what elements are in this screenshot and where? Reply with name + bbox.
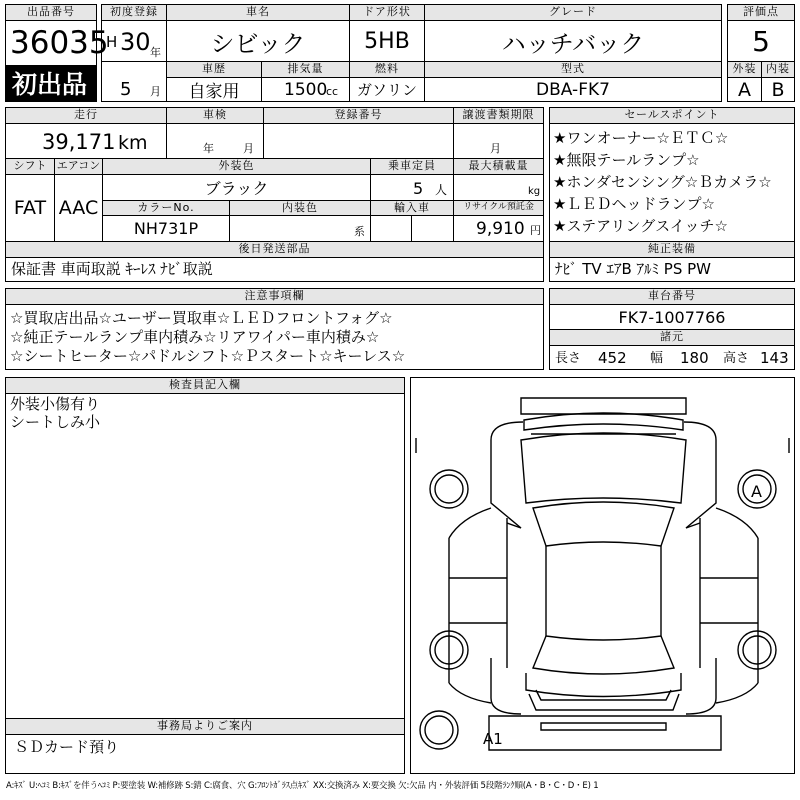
- lot-number-box: [5, 20, 109, 66]
- plate-box: [263, 123, 454, 159]
- inspector-line: シートしみ小: [10, 413, 101, 431]
- later-parts: 保証書 車両取説 ｷｰﾚｽ ﾅﾋﾞ取説: [11, 260, 213, 278]
- reg-year-box: H 30 年: [101, 20, 167, 62]
- intcolor-box: 系: [229, 215, 371, 242]
- lot-number: 36035: [10, 25, 109, 61]
- exterior-grade: A: [727, 77, 762, 102]
- equipment: ﾅﾋﾞ TV ｴｱB ｱﾙﾐ PS PW: [555, 260, 711, 278]
- lot-label: 出品番号: [5, 4, 97, 21]
- colorno-label: カラーNo.: [102, 200, 230, 216]
- import-box: [370, 215, 454, 242]
- damage-diagram: [410, 377, 795, 774]
- sales-point: ★ワンオーナー☆ＥＴＣ☆: [553, 129, 729, 147]
- colorno: NH731P: [102, 215, 230, 242]
- displacement-box: 1500 cc: [261, 77, 350, 102]
- later-parts-box: [5, 257, 544, 282]
- history: 自家用: [166, 77, 262, 102]
- ac: AAC: [54, 174, 103, 242]
- note-line: ☆純正テールランプ車内積み☆リアワイパー車内積み☆: [10, 328, 380, 346]
- equipment-box: [549, 257, 795, 282]
- office-label: 事務局よりご案内: [5, 718, 405, 735]
- damage-mark-a1: A1: [483, 730, 503, 748]
- office-box: [5, 734, 405, 774]
- mileage-label: 走行: [5, 107, 167, 124]
- note-line: ☆シートヒーター☆パドルシフト☆Ｐスタート☆キーレス☆: [10, 347, 406, 365]
- sales-box: [549, 123, 795, 242]
- plate-label: 登録番号: [263, 107, 454, 124]
- chassis-number: FK7-1007766: [549, 304, 795, 330]
- model-label: 型式: [424, 61, 722, 78]
- sales-point: ★ステアリングスイッチ☆: [553, 217, 728, 235]
- inspector-box: [5, 393, 405, 719]
- sales-label: セールスポイント: [549, 107, 795, 124]
- fuel-label: 燃料: [349, 61, 425, 78]
- recycle-box: 9,910 円: [453, 215, 544, 242]
- later-parts-label: 後日発送部品: [5, 241, 544, 258]
- inspection-label: 車検: [166, 107, 264, 124]
- exterior-label: 外装: [727, 61, 762, 78]
- score: 5: [727, 20, 795, 62]
- dims-label: 諸元: [549, 329, 795, 346]
- import-label: 輸入車: [370, 200, 454, 216]
- mileage-box: 39,171 km: [5, 123, 167, 159]
- color-label: 外装色: [102, 158, 371, 175]
- door-label: ドア形状: [349, 4, 425, 21]
- recycle-label: リサイクル預託金: [453, 200, 544, 216]
- chassis-label: 車台番号: [549, 288, 795, 305]
- score-label: 評価点: [727, 4, 795, 21]
- car-diagram-svg: [411, 378, 794, 773]
- damage-mark-a: A: [751, 482, 762, 501]
- intcolor-label: 内装色: [229, 200, 371, 216]
- load-label: 最大積載量: [453, 158, 544, 175]
- capacity-label: 乗車定員: [370, 158, 454, 175]
- import-divider: [411, 215, 412, 242]
- inspector-line: 外装小傷有り: [10, 395, 101, 413]
- load-box: kg: [453, 174, 544, 201]
- note-line: ☆買取店出品☆ユーザー買取車☆ＬＥＤフロントフォグ☆: [10, 309, 393, 327]
- color: ブラック: [102, 174, 371, 201]
- transfer-box: 月: [453, 123, 544, 159]
- history-label: 車歴: [166, 61, 262, 78]
- grade: ハッチバック: [424, 20, 722, 62]
- sales-point: ★無限テールランプ☆: [553, 151, 700, 169]
- car-name: シビック: [166, 20, 350, 62]
- shift-label: シフト: [5, 158, 55, 175]
- legend: A:ｷｽﾞ U:ﾍｺﾐ B:ｷｽﾞを伴うﾍｺﾐ P:要塗装 W:補修跡 S:錆 C:腐食、穴 G:ﾌﾛﾝﾄｶﾞﾗｽ点ｷｽﾞ XX:交換済み X:要交換 欠:欠品 内・外装評価 5段階ﾗﾝｸ順(A・B・C・D・E) 1: [6, 781, 599, 791]
- door-type: 5HB: [349, 20, 425, 62]
- office-text: ＳＤカード預り: [14, 738, 120, 756]
- displacement-label: 排気量: [261, 61, 350, 78]
- name-label: 車名: [166, 4, 350, 21]
- capacity-box: 5 人: [370, 174, 454, 201]
- equipment-label: 純正装備: [549, 241, 795, 258]
- transfer-label: 譲渡書類期限: [453, 107, 544, 124]
- interior-grade: B: [761, 77, 795, 102]
- grade-label: グレード: [424, 4, 722, 21]
- shift: FAT: [5, 174, 55, 242]
- interior-label: 内装: [761, 61, 795, 78]
- reg-label: 初度登録: [101, 4, 167, 21]
- notes-box: [5, 304, 544, 370]
- reg-month-box: 5 月: [101, 61, 167, 102]
- first-listing-badge: 初出品: [5, 66, 97, 102]
- model: DBA-FK7: [424, 77, 722, 102]
- sales-point: ★ＬＥＤヘッドランプ☆: [553, 195, 715, 213]
- dims-box: 長さ 452 幅 180 高さ 143: [549, 345, 795, 370]
- ac-label: エアコン: [54, 158, 103, 175]
- notes-label: 注意事項欄: [5, 288, 544, 305]
- sales-point: ★ホンダセンシング☆Ｂカメラ☆: [553, 173, 772, 191]
- inspector-label: 検査員記入欄: [5, 377, 405, 394]
- fuel: ガソリン: [349, 77, 425, 102]
- inspection-box: 年 月: [166, 123, 264, 159]
